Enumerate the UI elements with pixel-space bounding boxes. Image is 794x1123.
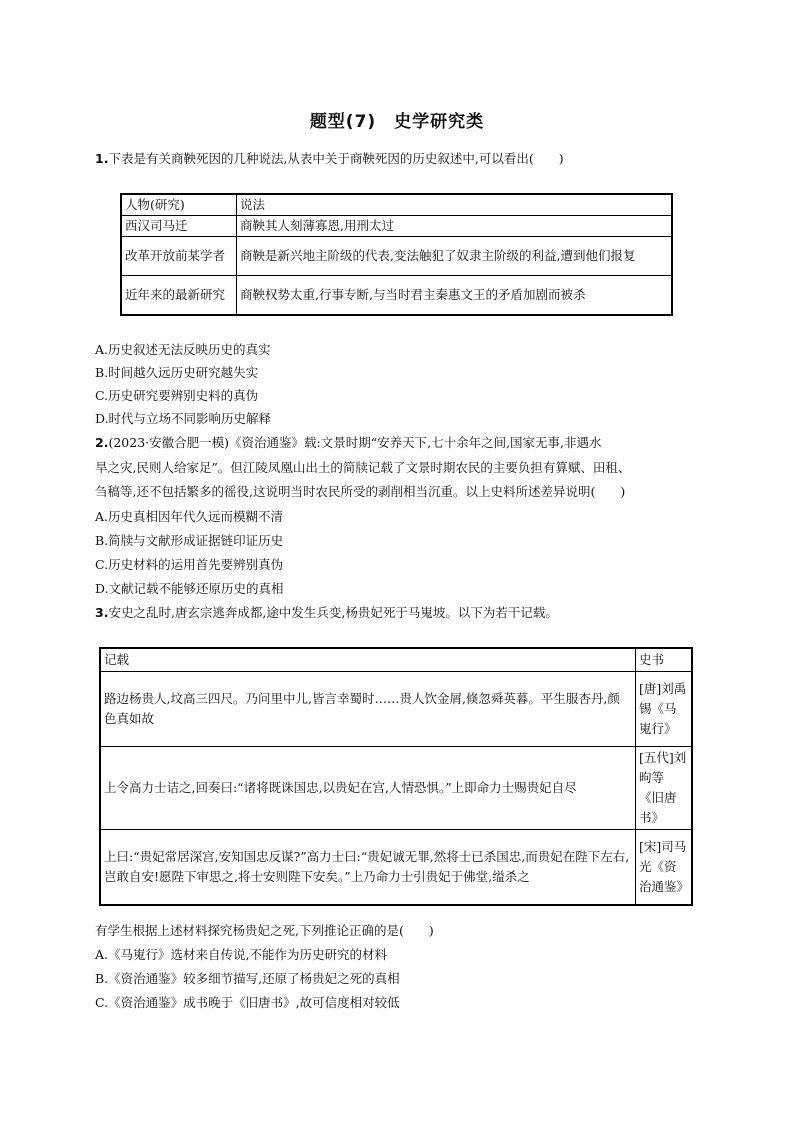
table-cell: 商鞅其人刻薄寡恩,用刑太过 <box>237 216 673 237</box>
table-row <box>121 276 672 316</box>
table-header-cell: 史书 <box>636 648 693 672</box>
question-2-option-a: A.历史真相因年代久远而模糊不清 <box>95 509 284 524</box>
table-cell: 路边杨贵人,坟高三四尺。乃问里中儿,皆言幸蜀时……贵人饮金屑,倏忽舜英暮。平生服杏丹,颜色真如故 <box>100 672 636 747</box>
table-cell: 上曰:“贵妃常居深宫,安知国忠反谋?”高力士曰:“贵妃诚无罪,然将士已杀国忠,而贵妃在陛下左右,岂敢自安!愿陛下审思之,将士安则陛下安矣。”上乃命力士引贵妃于佛堂,缢杀之 <box>100 830 636 906</box>
table-cell: [唐]刘禹锡《马嵬行》 <box>636 672 693 747</box>
question-3-option-c: C.《资治通鉴》成书晚于《旧唐书》,故可信度相对较低 <box>95 995 400 1010</box>
table-row <box>121 216 672 237</box>
table-row <box>121 237 672 276</box>
question-1-table <box>120 193 673 316</box>
table-row <box>100 747 692 830</box>
table-header-cell: 记载 <box>100 648 636 672</box>
question-1-option-b: B.时间越久远历史研究越失实 <box>95 365 259 380</box>
table-cell: 近年来的最新研究 <box>121 276 237 316</box>
page-title: 题型(7) 史学研究类 <box>309 112 485 132</box>
question-3-number: 3. <box>95 605 109 620</box>
question-2-number: 2. <box>95 435 109 450</box>
question-2-stem-line-1: 2.(2023·安徽合肥一模)《资治通鉴》载:文景时期“安养天下,七十余年之间,国家无事,非遇水 <box>95 435 602 450</box>
table-header-cell: 人物(研究) <box>121 194 237 216</box>
question-1-number: 1. <box>95 151 109 166</box>
question-2-option-c: C.历史材料的运用首先要辨别真伪 <box>95 557 284 572</box>
table-header-cell: 说法 <box>237 194 673 216</box>
question-3-stem: 3.安史之乱时,唐玄宗逃奔成都,途中发生兵变,杨贵妃死于马嵬坡。以下为若干记载。 <box>95 605 558 620</box>
question-3-followup: 有学生根据上述材料探究杨贵妃之死,下列推论正确的是( ) <box>95 923 434 938</box>
table-cell: [五代]刘昫等《旧唐书》 <box>636 747 693 830</box>
table-header-row <box>121 194 672 216</box>
table-header-row <box>100 648 692 672</box>
question-2-option-d: D.文献记载不能够还原历史的真相 <box>95 581 284 596</box>
question-2-stem-line-2: 旱之灾,民则人给家足”。但江陵凤凰山出土的简牍记载了文景时期农民的主要负担有算赋、田租、 <box>95 460 631 475</box>
table-cell: 商鞅权势太重,行事专断,与当时君主秦惠文王的矛盾加剧而被杀 <box>237 276 673 316</box>
question-3-table <box>99 647 693 906</box>
table-cell: 改革开放前某学者 <box>121 237 237 276</box>
question-2-stem-line-3: 刍稿等,还不包括繁多的徭役,这说明当时农民所受的剥削相当沉重。以上史料所述差异说明( ) <box>95 484 626 499</box>
question-1-option-a: A.历史叙述无法反映历史的真实 <box>95 342 271 357</box>
table-row <box>100 830 692 906</box>
question-1-option-d: D.时代与立场不同影响历史解释 <box>95 411 272 426</box>
question-1-option-c: C.历史研究要辨别史料的真伪 <box>95 388 259 403</box>
question-3-option-a: A.《马嵬行》选材来自传说,不能作为历史研究的材料 <box>95 947 387 962</box>
question-2-option-b: B.简牍与文献形成证据链印证历史 <box>95 533 284 548</box>
table-row <box>100 672 692 747</box>
question-3-option-b: B.《资治通鉴》较多细节描写,还原了杨贵妃之死的真相 <box>95 971 400 986</box>
table-cell: 上令高力士诘之,回奏曰:“诸将既诛国忠,以贵妃在宫,人情恐惧。”上即命力士赐贵妃自尽 <box>100 747 636 830</box>
table-cell: 西汉司马迁 <box>121 216 237 237</box>
question-1-stem: 1.下表是有关商鞅死因的几种说法,从表中关于商鞅死因的历史叙述中,可以看出( ) <box>95 151 564 166</box>
table-cell: [宋]司马光《资治通鉴》 <box>636 830 693 906</box>
table-cell: 商鞅是新兴地主阶级的代表,变法触犯了奴隶主阶级的利益,遭到他们报复 <box>237 237 673 276</box>
